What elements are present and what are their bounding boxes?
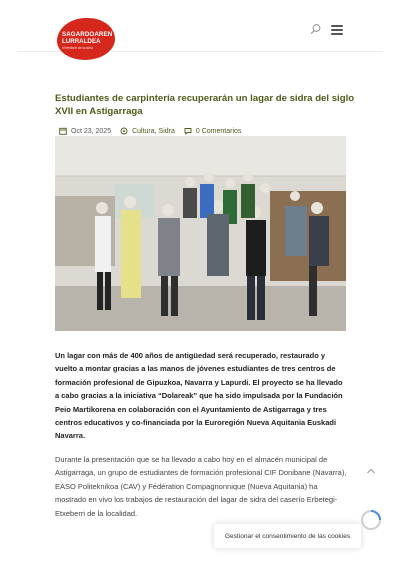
- article-paragraph-2: Durante la presentación que se ha llevado a cabo hoy en el almacén municipal de Astigarraga, un grupo de estudiantes de formación profesional CIF Donibane (Navarra), EASO Politeknikoa (CAV) y Fédération Compagnonnique (Nueva Aquitania) ha mostrado en vivo los trabajos de restauración del lagar de sidra del caserío Erbetegi-Etxeberri de la localidad.: [55, 455, 347, 518]
- article-paragraph-1: Un lagar con más de 400 años de antigüedad será recuperado, restaurado y vuelto a montar gracias a las manos de jóvenes estudiantes de tres centros de formación profesional de Gipuzkoa, Navarra y Lapurdi. El proyecto se ha llevado a cabo gracias a la iniciativa “Dolareak” que ha sido impulsada por la Fundación Peio Martikorena en colaboración con el Ayuntamiento de Astigarraga y tres centros educativos y co-financiada por la Euroregión Nueva Aquitania Euskadi Navarra.: [55, 351, 343, 441]
- logo-tagline: el territorio de la sidra: [62, 46, 93, 50]
- search-icon[interactable]: [310, 23, 322, 35]
- article-meta: [59, 126, 241, 136]
- comment-icon: [184, 127, 192, 135]
- menu-bar-bottom: [331, 33, 343, 35]
- logo-line-2: LURRALDEA: [62, 38, 101, 45]
- folder-icon: [120, 127, 128, 135]
- article-title: Estudiantes de carpintería recuperarán un lagar de sidra del siglo XVII en Astigarraga: [55, 93, 355, 117]
- page-frame: [17, 12, 383, 566]
- article-categories[interactable]: Cultura, Sidra: [132, 127, 175, 135]
- chevron-up-icon[interactable]: [366, 467, 376, 475]
- calendar-icon: [59, 127, 67, 135]
- site-logo[interactable]: [57, 18, 115, 60]
- site-header: [17, 12, 383, 52]
- article-photo: [55, 136, 346, 331]
- menu-bar-top: [331, 25, 343, 27]
- logo-line-1: SAGARDOAREN: [62, 31, 113, 38]
- cookie-consent-button[interactable]: Gestionar el consentimiento de las cookies: [214, 524, 361, 548]
- article-comments-link[interactable]: 0 Comentarios: [195, 127, 242, 135]
- menu-bar-middle: [331, 29, 343, 31]
- hamburger-menu-icon[interactable]: [331, 25, 343, 34]
- article-date: Oct 23, 2025: [71, 127, 112, 135]
